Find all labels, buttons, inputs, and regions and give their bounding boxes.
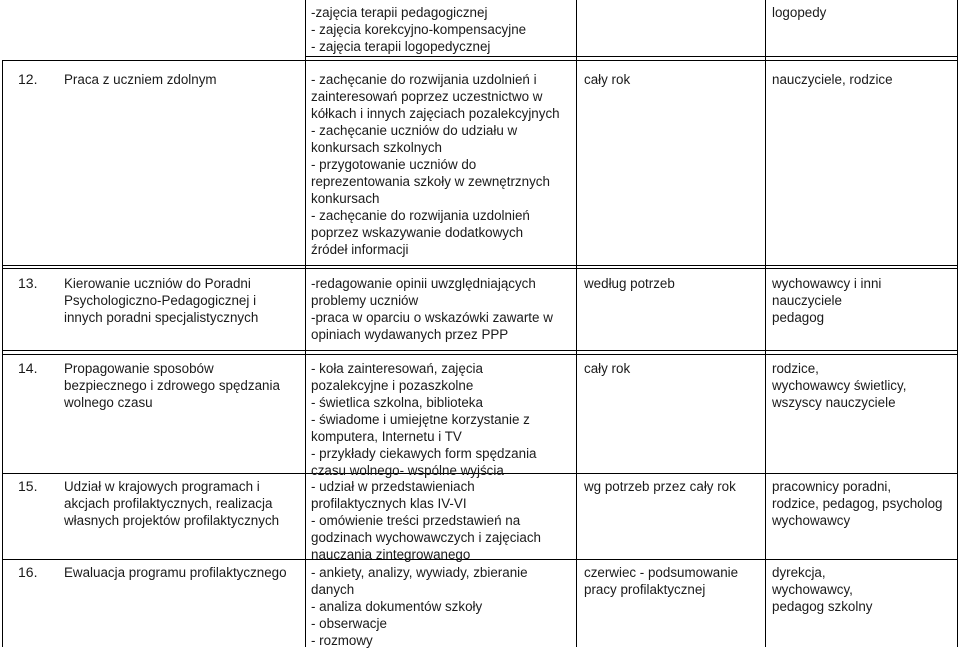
cell-line: - zajęcia terapii logopedycznej — [311, 39, 491, 54]
row-number: 14. — [18, 360, 38, 376]
cell-line: Praca z uczniem zdolnym — [64, 72, 217, 87]
cell-line: bezpiecznego i zdrowego spędzania — [64, 378, 280, 393]
cell-line: Kierowanie uczniów do Poradni — [64, 276, 251, 291]
cell-line: -praca w oparciu o wskazówki zawarte w — [311, 310, 553, 325]
actions-cell — [311, 71, 560, 258]
cell-line: innych poradni specjalistycznych — [64, 310, 259, 325]
cell-line: konkursach — [311, 191, 380, 206]
cell-line: rodzice, pedagog, psycholog — [772, 496, 943, 511]
responsible-cell — [772, 360, 906, 411]
term-cell — [584, 478, 736, 495]
cell-line: wg potrzeb przez cały rok — [584, 479, 736, 494]
task-cell — [64, 478, 279, 529]
cell-line: pozalekcyjne i pozaszkolne — [311, 378, 474, 393]
cell-line: opiniach wydawanych przez PPP — [311, 327, 509, 342]
responsible-cell — [772, 564, 873, 615]
cell-line: - zachęcanie uczniów do udziału w — [311, 123, 518, 138]
cell-line: rodzice, — [772, 361, 819, 376]
actions-cell — [311, 275, 553, 343]
cell-line: komputera, Internetu i TV — [311, 429, 462, 444]
table-border-right — [957, 0, 958, 647]
cell-line: pracy profilaktycznej — [584, 582, 706, 597]
row-number: 16. — [18, 564, 38, 580]
cell-line: konkursach szkolnych — [311, 140, 442, 155]
cell-line: wszyscy nauczyciele — [772, 395, 896, 410]
cell-line: - obserwacje — [311, 616, 387, 631]
cell-line: wychowawcy świetlicy, — [772, 378, 907, 393]
cell-line: nauczyciele, rodzice — [772, 72, 893, 87]
cell-line: Udział w krajowych programach i — [64, 479, 260, 494]
cell-line: pracownicy poradni, — [772, 479, 892, 494]
cell-line: - świetlica szkolna, biblioteka — [311, 395, 483, 410]
cell-line: - przykłady ciekawych form spędzania — [311, 446, 537, 461]
cell-line: reprezentowania szkoły w zewnętrznych — [311, 174, 550, 189]
responsible-cell — [772, 275, 881, 326]
cell-line: - omówienie treści przedstawień na — [311, 513, 521, 528]
column-divider-actions — [576, 0, 577, 647]
cell-line: godzinach wychowawczych i zajęciach — [311, 530, 541, 545]
responsible-cell — [772, 478, 942, 529]
term-cell — [584, 564, 738, 598]
row-divider-13-14 — [2, 350, 958, 351]
cell-line: - przygotowanie uczniów do — [311, 157, 477, 172]
cell-line: czasu wolnego- wspólne wyjścia — [311, 463, 504, 478]
actions-cell — [311, 360, 537, 479]
row-divider-top-12 — [305, 56, 958, 57]
cell-line: profilaktycznych klas IV-VI — [311, 496, 467, 511]
cell-line: wolnego czasu — [64, 395, 153, 410]
task-cell — [64, 71, 217, 88]
cell-line: pedagog szkolny — [772, 599, 873, 614]
cell-line: wychowawcy — [772, 513, 851, 528]
cell-line: Propagowanie sposobów — [64, 361, 214, 376]
actions-cell — [311, 4, 526, 55]
task-cell — [64, 564, 287, 581]
cell-line: - rozmowy — [311, 633, 373, 648]
cell-line: wychowawcy, — [772, 582, 853, 597]
cell-line: akcjach profilaktycznych, realizacja — [64, 496, 273, 511]
cell-line: logopedy — [772, 5, 827, 20]
cell-line: problemy uczniów — [311, 293, 419, 308]
term-cell — [584, 71, 630, 88]
column-divider-task — [305, 0, 306, 647]
cell-line: - zajęcia korekcyjno-kompensacyjne — [311, 22, 527, 37]
cell-line: Ewaluacja programu profilaktycznego — [64, 565, 287, 580]
actions-cell — [311, 564, 528, 649]
term-cell — [584, 275, 675, 292]
cell-line: poprzez wskazywanie dodatkowych — [311, 225, 524, 240]
responsible-cell — [772, 4, 826, 21]
cell-line: - zachęcanie do rozwijania uzdolnień i — [311, 72, 537, 87]
cell-line: dyrekcja, — [772, 565, 826, 580]
cell-line: -redagowanie opinii uwzględniających — [311, 276, 536, 291]
task-cell — [64, 275, 258, 326]
row-divider-12-13 — [2, 265, 958, 266]
row-divider-13-14b — [2, 354, 958, 355]
cell-line: nauczyciele — [772, 293, 842, 308]
cell-line: wychowawcy i inni — [772, 276, 882, 291]
cell-line: własnych projektów profilaktycznych — [64, 513, 280, 528]
row-number: 15. — [18, 478, 38, 494]
cell-line: pedagog — [772, 310, 825, 325]
cell-line: - udział w przedstawieniach — [311, 479, 475, 494]
term-cell — [584, 360, 630, 377]
column-divider-term — [765, 0, 766, 647]
row-number: 13. — [18, 275, 38, 291]
cell-line: - analiza dokumentów szkoły — [311, 599, 483, 614]
cell-line: -zajęcia terapii pedagogicznej — [311, 5, 488, 20]
cell-line: źródeł informacji — [311, 242, 409, 257]
cell-line: - świadome i umiejętne korzystanie z — [311, 412, 530, 427]
cell-line: kółkach i innych zajęciach pozalekcyjnych — [311, 106, 560, 121]
responsible-cell — [772, 71, 893, 88]
cell-line: - zachęcanie do rozwijania uzdolnień — [311, 208, 530, 223]
cell-line: czerwiec - podsumowanie — [584, 565, 739, 580]
cell-line: według potrzeb — [584, 276, 675, 291]
cell-line: - ankiety, analizy, wywiady, zbieranie — [311, 565, 528, 580]
row-number: 12. — [18, 71, 38, 87]
cell-line: cały rok — [584, 72, 631, 87]
task-cell — [64, 360, 280, 411]
cell-line: danych — [311, 582, 355, 597]
row-divider-top-12-full — [2, 60, 958, 61]
row-divider-12-13b — [2, 268, 958, 269]
cell-line: cały rok — [584, 361, 631, 376]
cell-line: zainteresowań poprzez uczestnictwo w — [311, 89, 543, 104]
actions-cell — [311, 478, 541, 563]
cell-line: Psychologiczno-Pedagogicznej i — [64, 293, 257, 308]
cell-line: - koła zainteresowań, zajęcia — [311, 361, 483, 376]
cell-line: nauczania zintegrowanego — [311, 547, 471, 562]
